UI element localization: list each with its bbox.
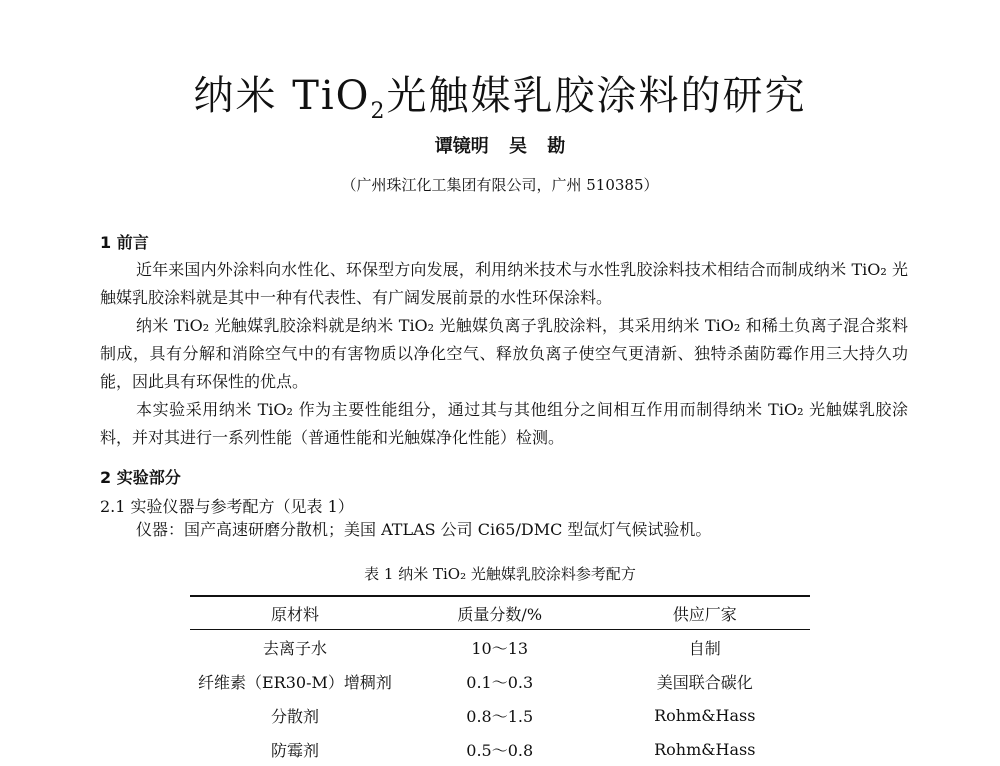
- table-caption: 表 1 纳米 TiO₂ 光触媒乳胶涂料参考配方: [364, 565, 636, 583]
- table-cell: 去离子水: [262, 638, 327, 658]
- table-cell: Rohm&Hass: [654, 705, 756, 725]
- table-row: [190, 698, 810, 732]
- paragraph-instruments: 仪器：国产高速研磨分散机；美国 ATLAS 公司 Ci65/DMC 型氙灯气候试验机。: [136, 520, 712, 539]
- paper-title: 纳米 TiO$_2$光触媒乳胶涂料的研究: [193, 73, 807, 124]
- table-header-cell: 供应厂家: [672, 604, 737, 624]
- table-cell: 分散剂: [270, 706, 319, 726]
- table-header-cell: 原材料: [270, 604, 319, 624]
- paragraph-intro-3: 本实验采用纳米 TiO₂ 作为主要性能组分，通过其与其他组分之间相互作用而制得纳米 TiO₂ 光触媒乳胶涂料，并对其进行一系列性能（普通性能和光触媒净化性能）检测。: [100, 400, 908, 447]
- table-row: [190, 630, 810, 665]
- authors: 谭镜明 吴 勘: [434, 136, 566, 157]
- table-cell: 0.5～0.8: [466, 740, 534, 760]
- table-cell: 自制: [688, 638, 721, 658]
- paragraph-intro-1: 近年来国内外涂料向水性化、环保型方向发展，利用纳米技术与水性乳胶涂料技术相结合而制成纳米 TiO₂ 光触媒乳胶涂料就是其中一种有代表性、有广阔发展前景的水性环保涂料。: [100, 260, 908, 307]
- section-heading-experiment: 2 实验部分: [100, 468, 181, 487]
- table-cell: 美国联合碳化: [656, 672, 753, 692]
- section-heading-intro: 1 前言: [100, 233, 149, 252]
- subsection-heading-instruments: 2.1 实验仪器与参考配方（见表 1）: [100, 497, 354, 516]
- table-cell: 10～13: [471, 638, 529, 658]
- table-cell: 0.1～0.3: [466, 672, 534, 692]
- paragraph-intro-2: 纳米 TiO₂ 光触媒乳胶涂料就是纳米 TiO₂ 光触媒负离子乳胶涂料，其采用纳米 TiO₂ 和稀土负离子混合浆料制成，具有分解和消除空气中的有害物质以净化空气、释放负离子使空气更清新、独特杀菌防霉作用三大持久功能，因此具有环保性的优点。: [100, 316, 908, 391]
- table-cell: 0.8～1.5: [466, 706, 534, 726]
- table-header-cell: 质量分数/%: [457, 604, 543, 624]
- table-cell: 防霉剂: [270, 740, 319, 760]
- table-row: [190, 732, 810, 766]
- table-cell: Rohm&Hass: [654, 739, 756, 759]
- table-cell: 纤维素（ER30-M）增稠剂: [198, 672, 392, 692]
- formula-table: [190, 595, 810, 766]
- table-header-row: [190, 596, 810, 630]
- table-row: [190, 664, 810, 698]
- affiliation: （广州珠江化工集团有限公司，广州 510385）: [341, 176, 659, 194]
